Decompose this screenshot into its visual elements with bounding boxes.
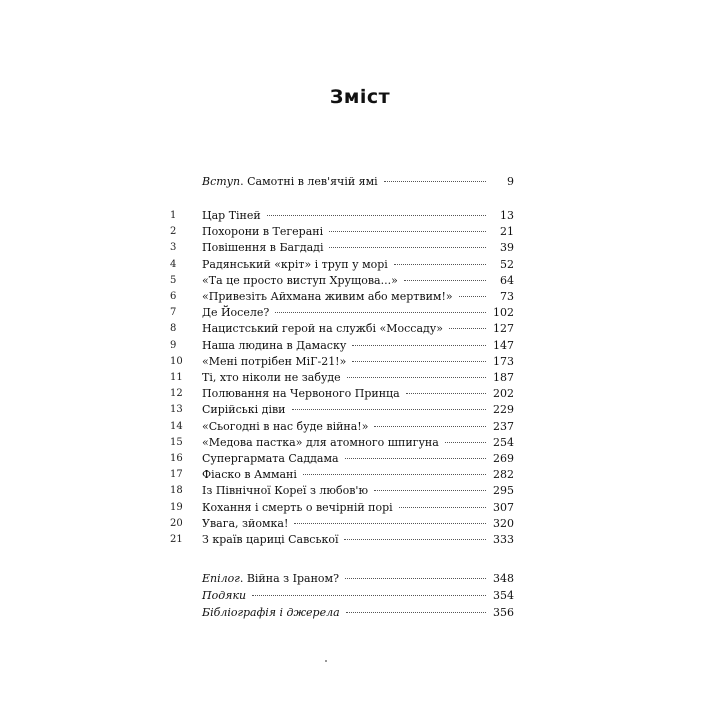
chapter-title: «Сьогодні в нас буде війна!» [202, 419, 369, 433]
chapter-title: Похорони в Тегерані [202, 225, 324, 239]
chapter-title: Супергармата Саддама [202, 452, 339, 465]
toc-intro-label [202, 174, 378, 190]
chapter-number: 21 [170, 534, 183, 545]
toc-epilogue-label [202, 571, 339, 587]
toc-chapter-row [170, 467, 514, 483]
chapter-number: 8 [170, 323, 177, 335]
chapter-page-number: 102 [493, 306, 514, 320]
toc-chapter-row [170, 257, 514, 273]
dot-leader [329, 247, 486, 248]
dot-leader [459, 296, 486, 297]
dot-leader [267, 215, 486, 216]
toc-chapter-row [170, 483, 514, 499]
chapter-page-number: 229 [493, 403, 514, 417]
dot-leader [404, 280, 486, 281]
dot-leader [294, 523, 486, 524]
toc-intro-row [170, 174, 514, 190]
dot-leader [449, 328, 486, 329]
dot-leader [384, 181, 486, 182]
toc-acknowledgements-row [170, 588, 514, 604]
chapter-title: Кохання і смерть о вечірній порі [202, 500, 393, 514]
chapter-number: 11 [170, 372, 183, 383]
toc-chapter-row [170, 386, 514, 402]
chapter-number: 3 [170, 242, 177, 254]
dot-leader [329, 231, 486, 232]
chapter-page-number: 147 [493, 338, 514, 352]
dot-leader [345, 578, 486, 579]
chapter-title: Нацистський герой на службі «Моссаду» [202, 322, 443, 336]
chapter-title: Полювання на Червоного Принца [202, 387, 400, 401]
toc-chapter-row [170, 419, 514, 435]
toc-bibliography-row [170, 605, 514, 621]
dot-leader [345, 458, 486, 459]
chapter-number: 4 [170, 258, 177, 270]
dot-leader [292, 409, 487, 410]
dot-leader [399, 507, 486, 508]
dot-leader [347, 377, 486, 378]
chapter-title: Ті, хто ніколи не забуде [202, 371, 341, 384]
chapter-number: 17 [170, 469, 183, 481]
toc-chapter-row [170, 435, 514, 451]
chapter-title: Де Йоселе? [202, 306, 270, 320]
chapter-page-number: 13 [500, 209, 514, 222]
toc-chapter-row [170, 321, 514, 337]
chapter-page-number: 39 [500, 241, 514, 255]
toc-bibliography-label: Бібліографія і джерела [202, 606, 340, 619]
toc-chapter-row [170, 532, 514, 548]
toc-chapter-row [170, 354, 514, 370]
toc-chapter-row [170, 305, 514, 321]
toc-epilogue-row [170, 571, 514, 587]
toc-acknowledgements-label: Подяки [202, 589, 247, 602]
chapter-title: Сирійські діви [202, 403, 286, 417]
chapter-title: Цар Тіней [202, 209, 261, 222]
chapter-number: 5 [170, 274, 177, 286]
chapter-page-number: 173 [493, 354, 514, 368]
chapter-page-number: 333 [493, 533, 514, 546]
chapter-number: 6 [170, 291, 177, 302]
chapter-page-number: 52 [500, 257, 514, 271]
chapter-title: «Привезіть Айхмана живим або мертвим!» [202, 290, 453, 303]
dot-leader [445, 442, 486, 443]
chapter-page-number: 73 [500, 290, 514, 303]
toc-epilogue-page: 348 [493, 572, 514, 585]
chapter-page-number: 295 [493, 484, 514, 498]
chapter-title: Фіаско в Аммані [202, 468, 297, 482]
dot-leader [346, 612, 486, 613]
toc-bibliography-page: 356 [493, 606, 514, 619]
chapter-page-number: 64 [500, 273, 514, 287]
toc-chapter-row [170, 370, 514, 386]
chapter-number: 10 [170, 355, 183, 367]
chapter-title: Радянський «кріт» і труп у морі [202, 257, 388, 271]
dot-leader [406, 393, 486, 394]
chapter-title: Повішення в Багдаді [202, 241, 324, 255]
toc-epilogue-text: . Війна з Іраном? [239, 572, 339, 585]
chapter-page-number: 21 [500, 225, 514, 239]
chapter-number: 9 [170, 339, 177, 351]
page-speck [325, 660, 327, 662]
chapter-title: Із Північної Кореї з любов'ю [202, 484, 369, 498]
chapter-number: 7 [170, 307, 177, 319]
chapter-page-number: 237 [493, 419, 514, 433]
chapter-page-number: 320 [493, 516, 514, 530]
chapter-number: 18 [170, 485, 183, 497]
chapter-title: З країв цариці Савської [202, 533, 339, 546]
chapter-page-number: 127 [493, 322, 514, 336]
dot-leader [275, 312, 486, 313]
toc-chapter-row [170, 240, 514, 256]
chapter-number: 16 [170, 453, 183, 464]
toc-chapter-row [170, 451, 514, 467]
chapter-number: 12 [170, 388, 183, 400]
chapter-page-number: 282 [493, 468, 514, 482]
dot-leader [303, 474, 486, 475]
dot-leader [394, 264, 486, 265]
page-title: Зміст [329, 86, 391, 108]
toc-intro-page: 9 [507, 175, 514, 188]
toc-chapter-row [170, 500, 514, 516]
chapter-title: «Мені потрібен МіГ-21!» [202, 354, 347, 368]
chapter-title: «Та це просто виступ Хрущова...» [202, 273, 398, 287]
chapter-page-number: 307 [493, 500, 514, 514]
toc-epilogue-lead: Епілог [202, 572, 240, 585]
chapter-number: 19 [170, 501, 183, 513]
dot-leader [344, 539, 486, 540]
toc-chapter-row [170, 338, 514, 354]
toc-acknowledgements-page: 354 [493, 589, 514, 602]
toc-intro-text: . Самотні в лев'ячій ямі [240, 175, 378, 188]
chapter-title: Наша людина в Дамаску [202, 338, 347, 352]
chapter-number: 13 [170, 404, 183, 416]
toc-chapter-row [170, 402, 514, 418]
toc-intro-lead: Вступ [202, 175, 241, 188]
dot-leader [352, 345, 486, 346]
dot-leader [374, 490, 486, 491]
chapter-number: 1 [170, 210, 177, 221]
toc-chapter-row [170, 289, 514, 305]
dot-leader [352, 361, 486, 362]
toc-chapter-row [170, 516, 514, 532]
chapter-number: 20 [170, 517, 183, 529]
chapter-page-number: 187 [493, 371, 514, 384]
chapter-number: 2 [170, 226, 177, 238]
toc-chapter-row [170, 224, 514, 240]
chapter-page-number: 254 [493, 435, 514, 449]
toc-chapter-row [170, 208, 514, 224]
chapter-title: «Медова пастка» для атомного шпигуна [202, 435, 439, 449]
chapter-number: 15 [170, 436, 183, 448]
chapter-page-number: 269 [493, 452, 514, 465]
toc-chapter-row [170, 273, 514, 289]
dot-leader [374, 426, 486, 427]
chapter-title: Увага, зйомка! [202, 516, 289, 530]
dot-leader [252, 595, 486, 596]
chapter-number: 14 [170, 420, 183, 432]
chapter-page-number: 202 [493, 387, 514, 401]
